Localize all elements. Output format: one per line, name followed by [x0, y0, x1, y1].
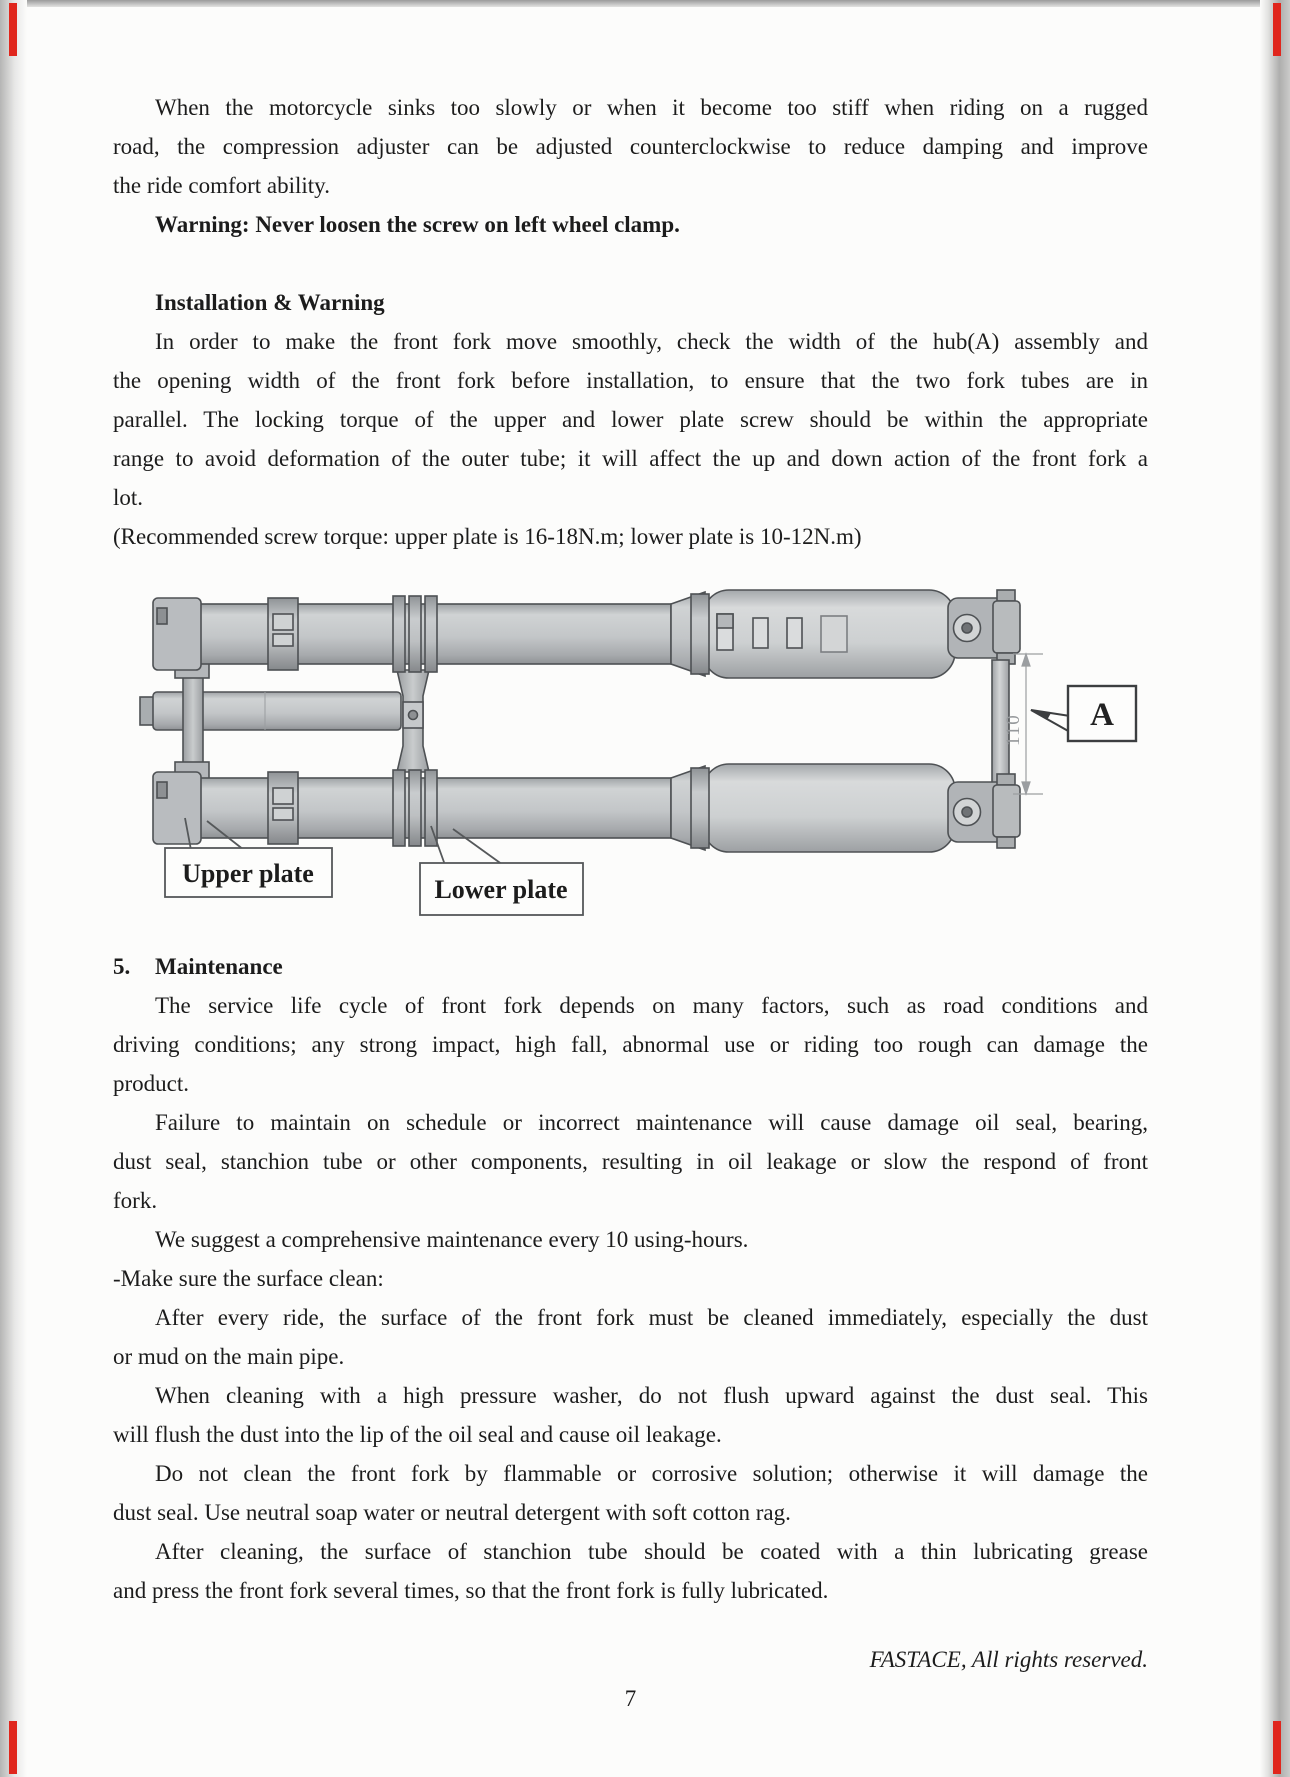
text-line: When the motorcycle sinks too slowly or when it become too stiff when riding on a rugged — [155, 95, 1148, 120]
text-line: driving conditions; any strong impact, high fall, abnormal use or riding too rough can damage the — [113, 1032, 1148, 1057]
text-line: When cleaning with a high pressure washer, do not flush upward against the dust seal. This — [155, 1383, 1148, 1408]
text-line: road, the compression adjuster can be adjusted counterclockwise to reduce damping and improve — [113, 134, 1148, 159]
maintenance-heading — [113, 947, 1148, 986]
axle-clamp-bottom — [948, 774, 1020, 848]
paragraph-suggest-maintenance — [113, 1220, 1148, 1259]
text-line: dust seal. Use neutral soap water or neutral detergent with soft cotton rag. — [113, 1500, 791, 1525]
text-line: or mud on the main pipe. — [113, 1344, 345, 1369]
corner-marker-bottom-right — [1273, 1721, 1281, 1774]
callout-a-letter: A — [1090, 697, 1114, 733]
top-fork-leg — [153, 590, 955, 678]
text-line: We suggest a comprehensive maintenance every 10 using-hours. — [155, 1227, 749, 1252]
text-line: product. — [113, 1071, 190, 1096]
text-line: will flush the dust into the lip of the oil seal and cause oil leakage. — [113, 1422, 722, 1447]
dimension-value: 110 — [1003, 713, 1024, 746]
corner-marker-bottom-left — [9, 1721, 17, 1774]
scan-edge-left — [0, 0, 27, 1777]
paragraph-compression-adjuster — [113, 88, 1148, 205]
text-line: dust seal, stanchion tube or other components, resulting in oil leakage or slow the respond of front — [113, 1149, 1148, 1174]
lower-plate-label — [420, 826, 583, 915]
text-line: Do not clean the front fork by flammable or corrosive solution; otherwise it will damage the — [155, 1461, 1148, 1486]
axle-clamp-top — [948, 590, 1020, 664]
diagram-block — [113, 588, 1148, 923]
text-line: Warning: Never loosen the screw on left wheel clamp. — [155, 212, 680, 237]
surface-clean-note — [113, 1259, 1148, 1298]
text-line: In order to make the front fork move smoothly, check the width of the hub(A) assembly and — [155, 329, 1148, 354]
text-line: The service life cycle of front fork depends on many factors, such as road conditions and — [155, 993, 1148, 1018]
paragraph-service-life — [113, 986, 1148, 1103]
text-line: the ride comfort ability. — [113, 173, 330, 198]
paragraph-after-every-ride — [113, 1298, 1148, 1376]
footer-credit: FASTACE, All rights reserved. — [869, 1647, 1148, 1672]
text-line: fork. — [113, 1188, 158, 1213]
text-line: and press the front fork several times, so that the front fork is fully lubricated. — [113, 1578, 829, 1603]
bottom-fork-leg — [153, 764, 955, 852]
callout-a — [1031, 686, 1136, 741]
page-content — [113, 0, 1148, 1718]
lower-plate-label-text: Lower plate — [434, 875, 568, 904]
paragraph-failure-to-maintain — [113, 1103, 1148, 1220]
text-line: Installation & Warning — [155, 290, 385, 315]
paragraph-flammable-solution — [113, 1454, 1148, 1532]
steerer-tube — [140, 692, 401, 730]
maintenance-heading-number: 5. — [113, 954, 131, 979]
front-fork-diagram — [113, 588, 1153, 923]
paragraph-pressure-washer — [113, 1376, 1148, 1454]
text-line: parallel. The locking torque of the upper and lower plate screw should be within the appropriate — [113, 407, 1148, 432]
text-line: lot. — [113, 485, 144, 510]
installation-warning-heading — [113, 283, 1148, 322]
text-line: (Recommended screw torque: upper plate is 16-18N.m; lower plate is 10-12N.m) — [113, 524, 862, 549]
text-line: After every ride, the surface of the front fork must be cleaned immediately, especially the dust — [155, 1305, 1148, 1330]
text-line: After cleaning, the surface of stanchion tube should be coated with a thin lubricating grease — [155, 1539, 1148, 1564]
maintenance-heading-title: Maintenance — [155, 954, 283, 979]
text-line: range to avoid deformation of the outer tube; it will affect the up and down action of the front fork a — [113, 446, 1148, 471]
text-line: the opening width of the front fork before installation, to ensure that the two fork tubes are in — [113, 368, 1148, 393]
paragraph-after-cleaning — [113, 1532, 1148, 1610]
paragraph-installation — [113, 322, 1148, 517]
torque-note — [113, 517, 1148, 556]
corner-marker-top-right — [1273, 3, 1281, 56]
text-line: -Make sure the surface clean: — [113, 1266, 384, 1291]
corner-marker-top-left — [9, 3, 17, 56]
page-number: 7 — [624, 1686, 637, 1711]
scan-edge-right — [1260, 0, 1290, 1777]
upper-plate-label-text: Upper plate — [182, 859, 314, 888]
warning-statement — [113, 205, 1148, 244]
text-line: Failure to maintain on schedule or incorrect maintenance will cause damage oil seal, bearing, — [155, 1110, 1148, 1135]
